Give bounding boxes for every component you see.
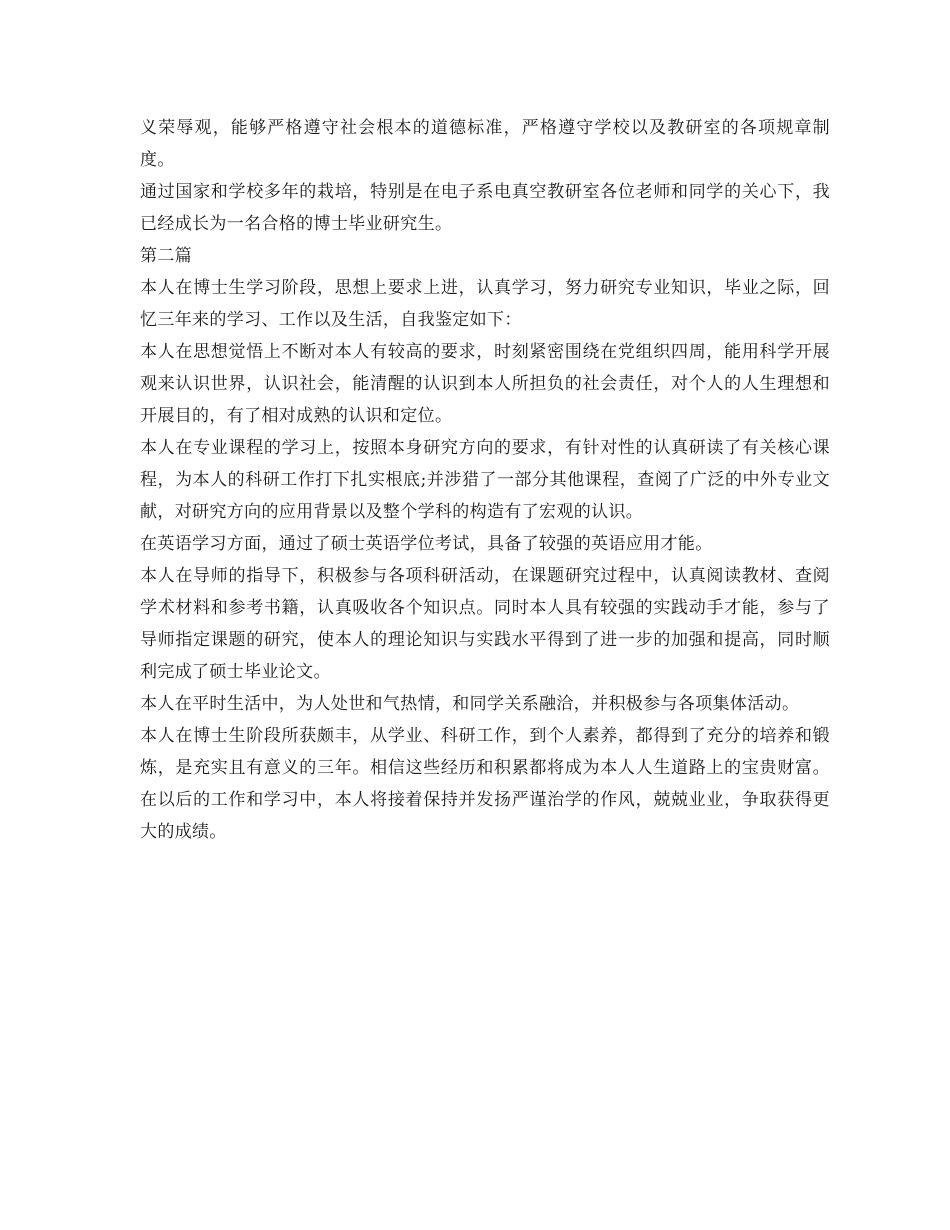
paragraph-research: 本人在导师的指导下，积极参与各项科研活动，在课题研究过程中，认真阅读教材、查阅学术材料和参考书籍，认真吸收各个知识点。同时本人具有较强的实践动手才能，参与了导师指定课题的研究，使本人的理论知识与实践水平得到了进一步的加强和提高，同时顺利完成了硕士毕业论文。 (140, 566, 830, 682)
paragraph-intro: 本人在博士生学习阶段，思想上要求上进，认真学习，努力研究专业知识，毕业之际，回忆三年来的学习、工作以及生活，自我鉴定如下： (140, 278, 830, 330)
paragraph-conclusion: 本人在博士生阶段所获颇丰，从学业、科研工作，到个人素养，都得到了充分的培养和锻炼，是充实且有意义的三年。相信这些经历和积累都将成为本人人生道路上的宝贵财富。在以后的工作和学习中，本人将接着保持并发扬严谨治学的作风，兢兢业业，争取获得更大的成绩。 (140, 726, 830, 842)
paragraph-english: 在英语学习方面，通过了硕士英语学位考试，具备了较强的英语应用才能。 (140, 534, 713, 554)
paragraph-continuation: 义荣辱观，能够严格遵守社会根本的道德标准，严格遵守学校以及教研室的各项规章制度。 (140, 118, 830, 170)
section-heading: 第二篇 (140, 246, 193, 266)
paragraph-gratitude: 通过国家和学校多年的栽培，特别是在电子系电真空教研室各位老师和同学的关心下，我已经成长为一名合格的博士毕业研究生。 (140, 182, 830, 234)
paragraph-coursework: 本人在专业课程的学习上，按照本身研究方向的要求，有针对性的认真研读了有关核心课程，为本人的科研工作打下扎实根底;并涉猎了一部分其他课程，查阅了广泛的中外专业文献，对研究方向的应用背景以及整个学科的构造有了宏观的认识。 (140, 438, 830, 522)
paragraph-ideology: 本人在思想觉悟上不断对本人有较高的要求，时刻紧密围绕在党组织四周，能用科学开展观来认识世界，认识社会，能清醒的认识到本人所担负的社会责任，对个人的人生理想和开展目的，有了相对成熟的认识和定位。 (140, 342, 830, 426)
document-body (140, 112, 830, 848)
paragraph-daily-life: 本人在平时生活中，为人处世和气热情，和同学关系融洽，并积极参与各项集体活动。 (140, 694, 800, 714)
